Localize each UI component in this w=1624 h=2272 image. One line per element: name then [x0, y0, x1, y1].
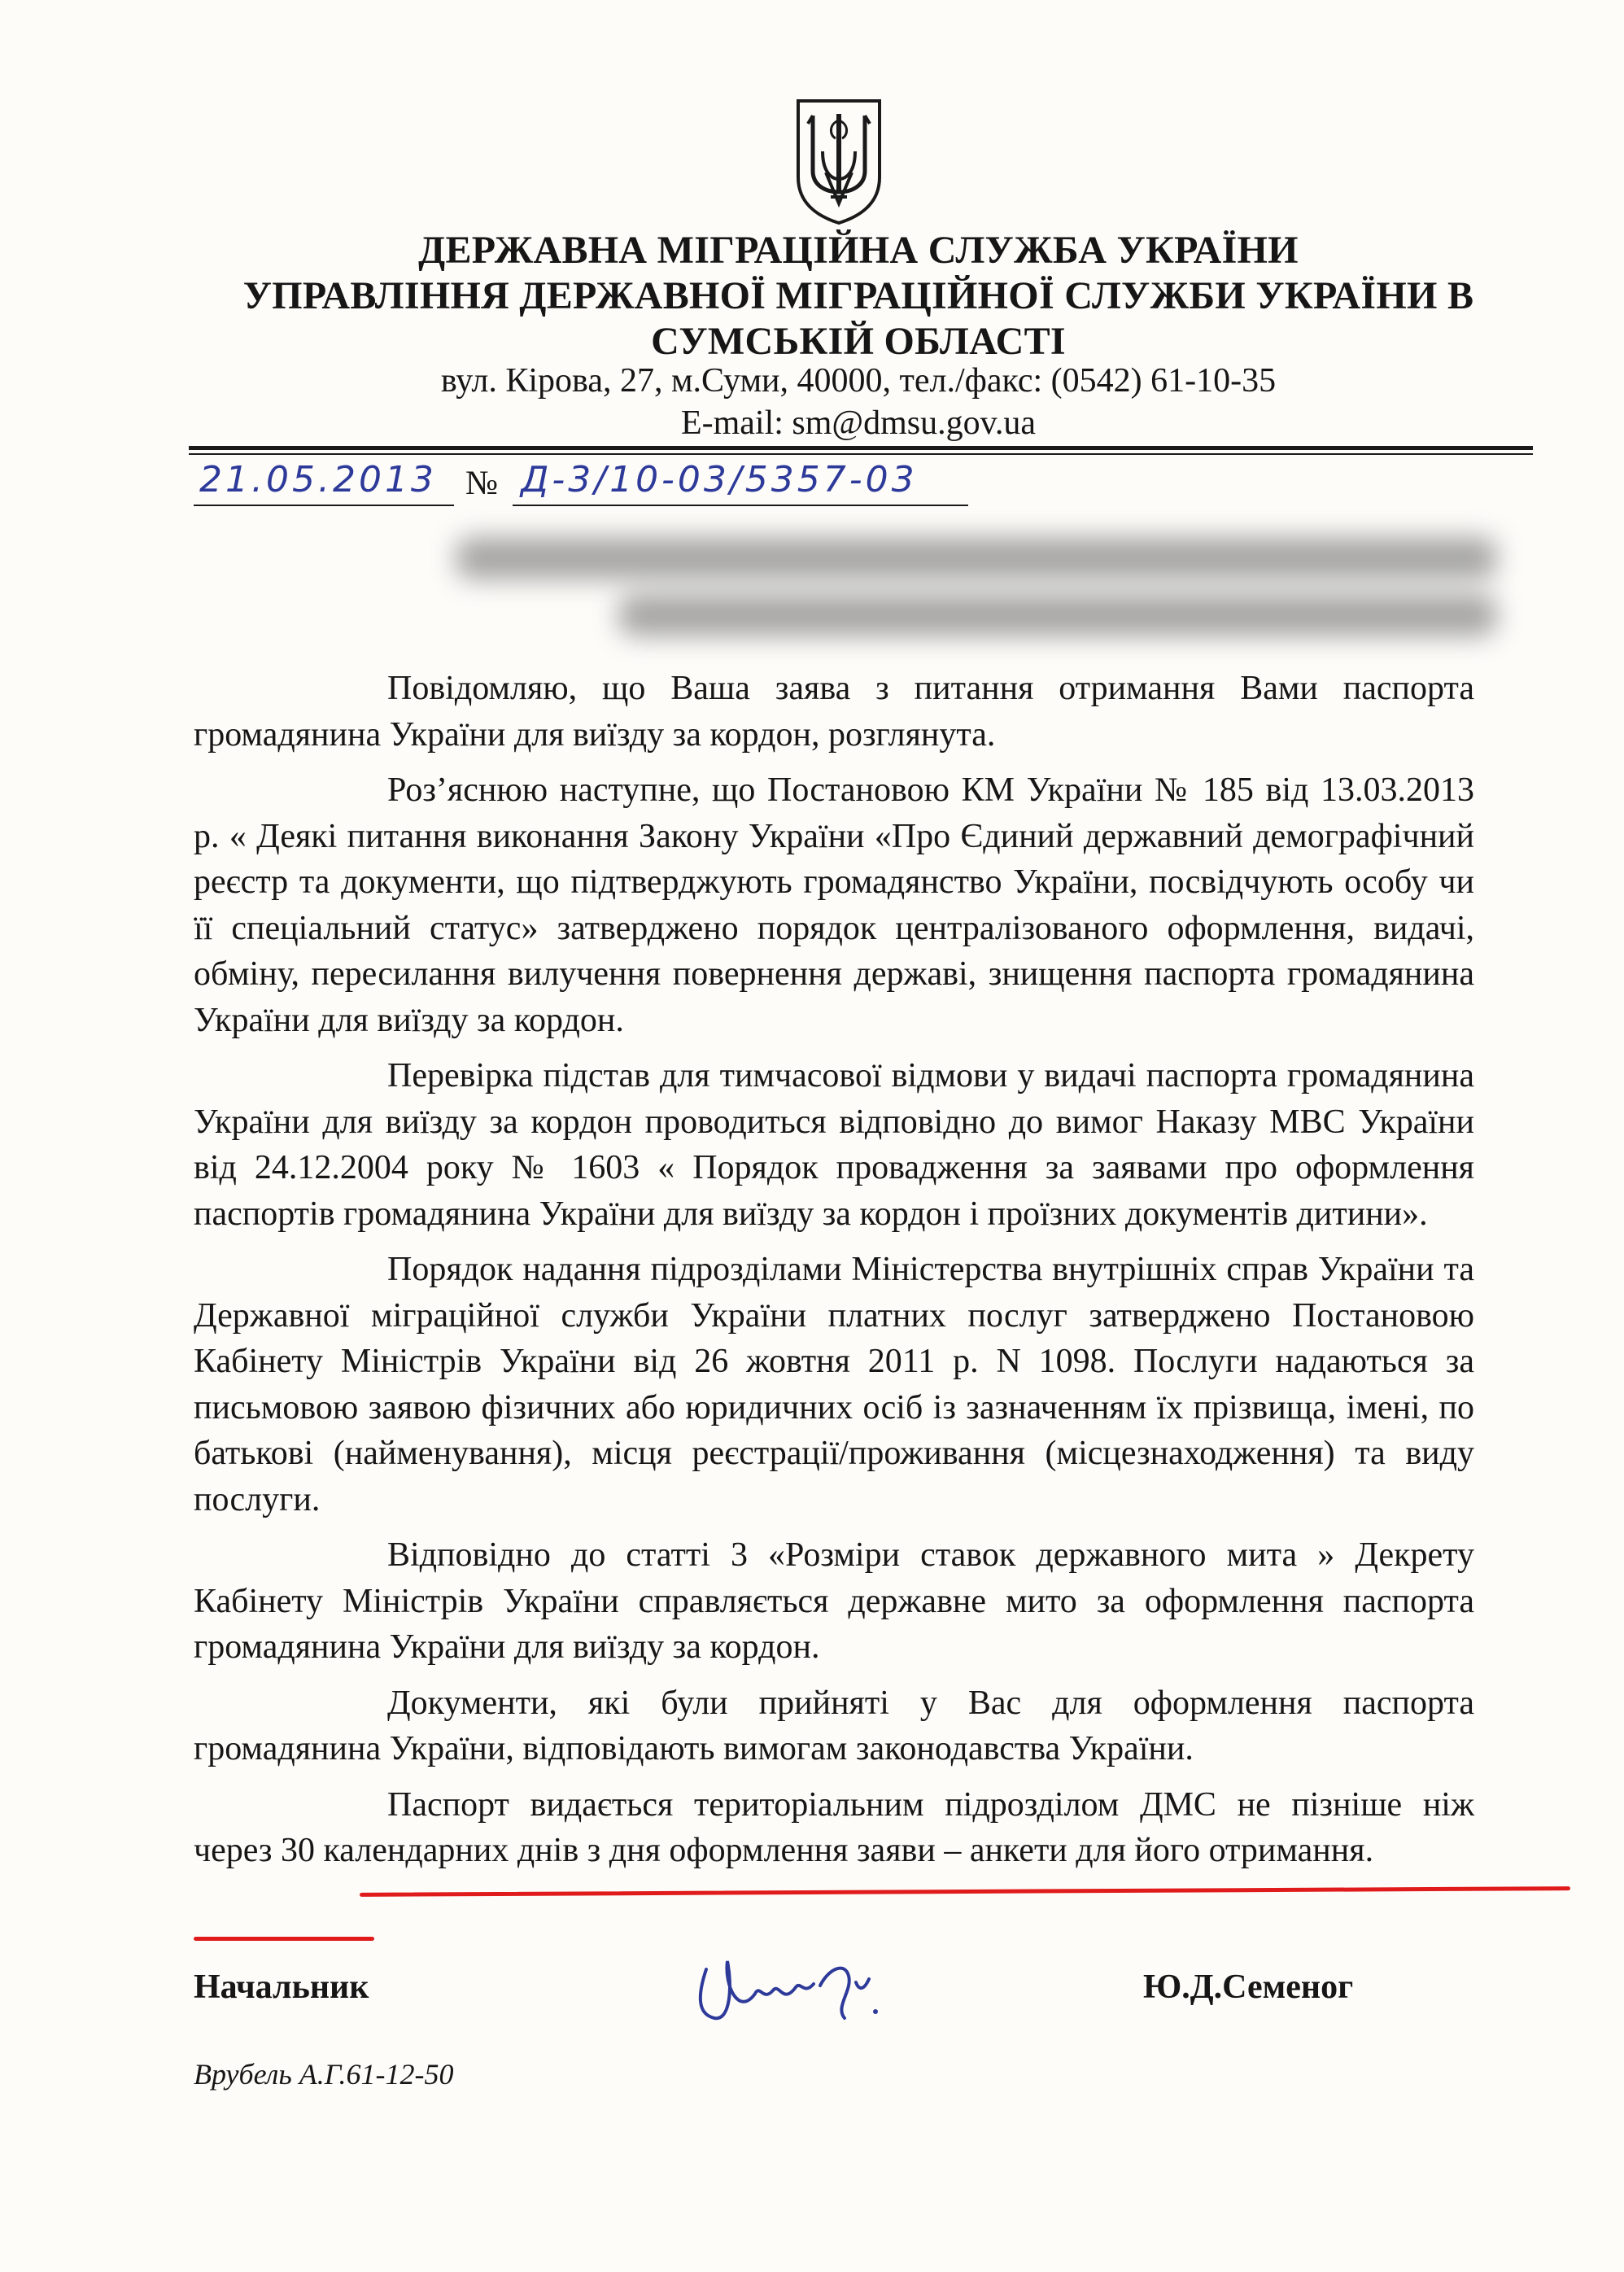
- header-divider: [189, 446, 1533, 450]
- header-region: СУМСЬКІЙ ОБЛАСТІ: [651, 320, 1066, 363]
- coat-of-arms-icon: [793, 96, 884, 226]
- redacted-recipient: [456, 537, 1497, 579]
- header-divider-thin: [189, 453, 1533, 455]
- signatory-name: Ю.Д.Семеног: [1143, 1968, 1354, 2006]
- redacted-recipient-address: [618, 594, 1497, 636]
- paragraph-2: Роз’яснюю наступне, що Постановою КМ України № 185 від 13.03.2013 р. « Деякі питання виконання Закону України «Про Єдиний державний демографічний реєстр та документи, що підтверджують громадянство України, посвідчують особу чи її спеціальний статус» затверджено порядок централізованого оформлення, видачі, обміну, пересилання вилучення повернення державі, знищення паспорта громадянина України для виїзду за кордон.: [194, 771, 1474, 1039]
- registration-date: 21.05.2013: [199, 459, 437, 500]
- header-agency: ДЕРЖАВНА МІГРАЦІЙНА СЛУЖБА УКРАЇНИ: [418, 229, 1299, 272]
- paragraph-7: Паспорт видається територіальним підрозділом ДМС не пізніше ніж через 30 календарних днів з дня оформлення заяви – анкети для його отримання.: [194, 1785, 1474, 1869]
- executor-info: Врубель А.Г.61-12-50: [194, 2058, 454, 2091]
- header-department: УПРАВЛІННЯ ДЕРЖАВНОЇ МІГРАЦІЙНОЇ СЛУЖБИ УКРАЇНИ В: [242, 274, 1474, 317]
- highlight-underline-end: [194, 1937, 374, 1941]
- date-underline: [194, 505, 454, 506]
- paragraph-3: Перевірка підстав для тимчасової відмови у видачі паспорта громадянина України для виїзду за кордон проводиться відповідно до вимог Наказу МВС України від 24.12.2004 року № 1603 « Порядок провадження за заявами про оформлення паспортів громадянина України для виїзду за кордон і проїзних документів дитини».: [194, 1057, 1474, 1233]
- paragraph-5: Відповідно до статті 3 «Розміри ставок державного мита » Декрету Кабінету Міністрів України справляється державне мито за оформлення паспорта громадянина України для виїзду за кордон.: [194, 1536, 1474, 1666]
- paragraph-6: Документи, які були прийняті у Вас для оформлення паспорта громадянина України, відповідають вимогам законодавства України.: [194, 1684, 1474, 1767]
- signature-scribble-icon: [682, 1937, 885, 2034]
- paragraph-4: Порядок надання підрозділами Міністерства внутрішніх справ України та Державної міграційної служби України платних послуг затверджено Постановою Кабінету Міністрів України від 26 жовтня 2011 р. N 1098. Послуги надаються за письмовою заявою фізичних або юридичних осіб із зазначенням їх прізвища, імені, по батькові (найменування), місця реєстрації/проживання (місцезнаходження) та виду послуги.: [194, 1251, 1474, 1518]
- highlight-underline: [360, 1886, 1570, 1897]
- header-email: E-mail: sm@dmsu.gov.ua: [680, 404, 1037, 442]
- letter-body: [194, 666, 1474, 1874]
- signatory-title: Начальник: [194, 1968, 369, 2006]
- header-address: вул. Кірова, 27, м.Суми, 40000, тел./факс: (0542) 61-10-35: [440, 362, 1277, 400]
- registration-number-sign: №: [465, 465, 499, 502]
- number-underline: [513, 505, 968, 506]
- registration-number: Д-3/10-03/5357-03: [521, 459, 918, 500]
- paragraph-1: Повідомляю, що Ваша заява з питання отримання Вами паспорта громадянина України для виїзду за кордон, розглянута.: [194, 670, 1474, 754]
